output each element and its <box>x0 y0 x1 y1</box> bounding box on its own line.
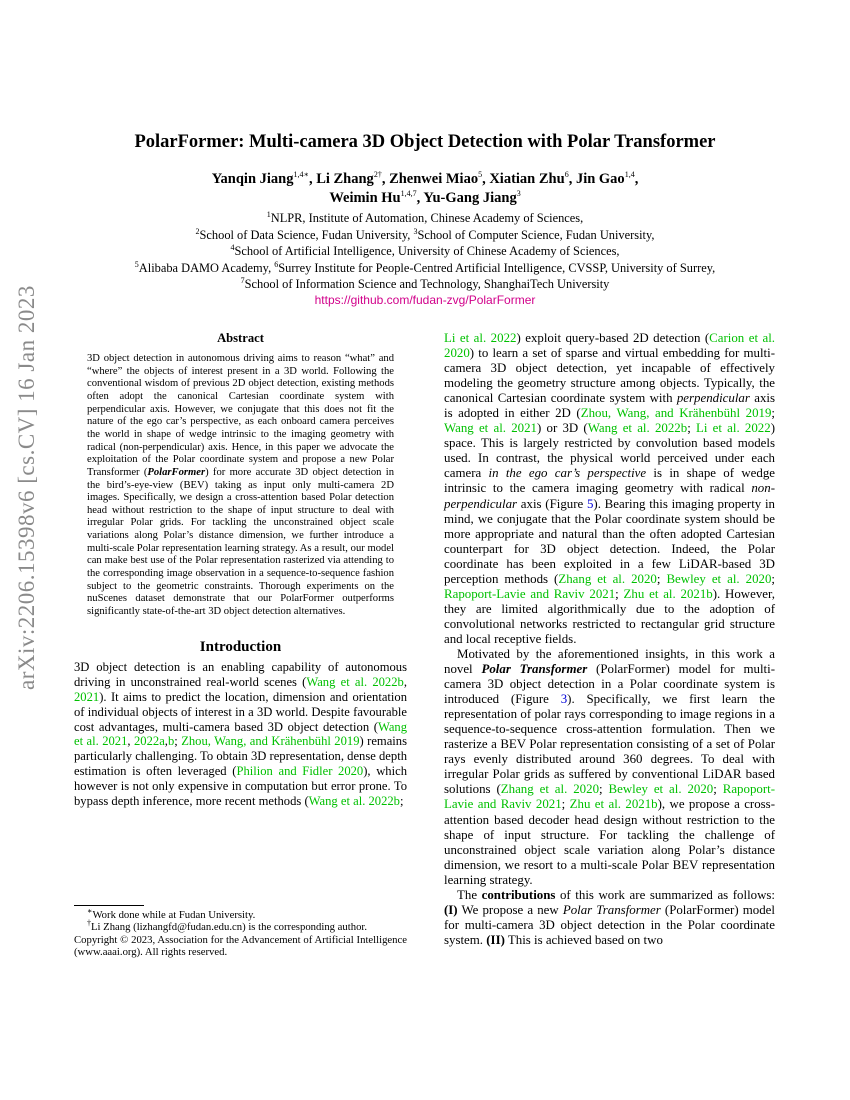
author-list <box>0 170 850 208</box>
figure-reference-link[interactable]: 3 <box>560 692 568 707</box>
footnote: †Li Zhang (lizhangfd@fudan.edu.cn) is the corresponding author. <box>87 918 368 934</box>
citation-link[interactable]: 2021 <box>74 689 100 704</box>
citation-link[interactable]: Zhu et al. 2021b <box>623 586 713 601</box>
citation-link[interactable]: Philion and Fidler 2020 <box>236 764 364 779</box>
citation-link[interactable]: Zhou, Wang, and Krähenbühl 2019 <box>181 734 360 749</box>
affiliations <box>0 210 850 293</box>
right-column <box>444 331 775 948</box>
introduction-paragraph: 3D object detection is an enabling capability of autonomous driving in unconstrained real-world scenes (Wang et al. 2022b, 2021). It aims to predict the location, dimension and orientation of individual objects of interest in a 3D world. Despite favourable cost advantages, multi-camera based 3D object detection (Wang et al. 2021, 2022a,b; Zhou, Wang, and Krähenbühl 2019) remains particularly challenging. To obtain 3D representation, dense depth estimation is often leveraged (Philion and Fidler 2020), which however is not only expensive in computation but error prone. To bypass depth inference, more recent methods (Wang et al. 2022b; <box>74 659 408 809</box>
citation-link[interactable]: Wang et al. 2021 <box>74 719 407 749</box>
citation-link[interactable]: Wang et al. 2022b <box>587 421 688 436</box>
introduction-heading: Introduction <box>199 638 282 655</box>
footnote-rule <box>74 905 144 906</box>
author-name: Yu-Gang Jiang <box>423 190 517 206</box>
body-paragraph: Li et al. 2022) exploit query-based 2D detection (Carion et al. 2020) to learn a set of sparse and virtual embedding for multi-camera 3D object detection, yet incapable of effectively modeling the geometry structure among objects. Typically, the canonical Cartesian coordinate system with perpendicular axis is adopted in either 2D (Zhou, Wang, and Krähenbühl 2019; Wang et al. 2021) or 3D (Wang et al. 2022b; Li et al. 2022) space. This is largely restricted by convolution based models used. In contrast, the physical world perceived under each camera in the ego car’s perspective is in shape of wedge intrinsic to the camera imaging geometry with radical non-perpendicular axis (Figure 5). Bearing this imaging property in mind, we conjugate that the Polar coordinate system should be more appropriate and natural than the often adopted Cartesian counterpart for 3D object detection. Indeed, the Polar coordinate has been exploited in a few LiDAR-based 3D perception methods (Zhang et al. 2020; Bewley et al. 2020; Rapoport-Lavie and Raviv 2021; Zhu et al. 2021b). However, they are limited algorithmically due to the adoption of convolutional networks restricted to rectangular grid structure and local receptive fields. <box>444 331 776 646</box>
code-url-link[interactable]: https://github.com/fudan-zvg/PolarFormer <box>314 293 536 307</box>
citation-link[interactable]: Li et al. 2022 <box>695 421 771 436</box>
affiliation-line: $^5$Alibaba DAMO Academy, $^6$Surrey Institute for People-Centred Artificial Intelligence, CVSSP, University of Surrey, <box>134 259 716 275</box>
citation-link[interactable]: Carion et al. 2020 <box>444 331 776 361</box>
citation-link[interactable]: Bewley et al. 2020 <box>666 571 772 586</box>
author-name: Li Zhang <box>316 171 374 187</box>
body-paragraph: Motivated by the aforementioned insights, in this work a novel Polar Transformer (PolarFormer) model for multi-camera 3D object detection in a Polar coordinate system is introduced (Figure 3). Specifically, we first learn the representation of polar rays corresponding to image regions in a sequence-to-sequence cross-attention formulation. Then we rasterize a BEV Polar representation consisting of a set of Polar rays evenly distributed around 360 degrees. To deal with irregular Polar grids as suffered by conventional LiDAR based solutions (Zhang et al. 2020; Bewley et al. 2020; Rapoport-Lavie and Raviv 2021; Zhu et al. 2021b), we propose a cross-attention based decoder head design without restriction to the shape of input structure. For tackling the challenge of unconstrained object scale variation along Polar’s distance dimension, we resort to a multi-scale Polar BEV representation learning strategy. <box>444 646 776 887</box>
author-name: Jin Gao <box>575 171 625 187</box>
affiliation-line: $^7$School of Information Science and Technology, ShanghaiTech University <box>240 275 610 291</box>
author-name: Weimin Hu <box>329 190 401 206</box>
citation-link[interactable]: Zhang et al. 2020 <box>500 782 600 797</box>
abstract-body: 3D object detection in autonomous driving aims to reason “what” and “where” the objects of interest present in a 3D world. Following the conventional wisdom of previous 2D object detection, existing methods often adopt the canonical Cartesian coordinate system with perpendicular axis. However, we conjugate that this does not fit the nature of the ego car’s perspective, as each onboard camera perceives the world in shape of wedge intrinsic to the imaging geometry with radical (non-perpendicular) axis. Hence, in this paper we advocate the exploitation of the Polar coordinate system and propose a new Polar Transformer (PolarFormer) for more accurate 3D object detection in the bird’s-eye-view (BEV) taking as input only multi-camera 2D images. Specifically, we design a cross-attention based Polar detection head without restriction to the shape of input structure to deal with irregular Polar grids. For tackling the unconstrained object scale variations along Polar’s distance dimension, we further introduce a multi-scale Polar representation learning strategy. As a result, our model can make best use of the Polar representation rasterized via attending to the corresponding image observation in a sequence-to-sequence fashion subject to the geometric constraints. Thorough experiments on the nuScenes dataset demonstrate that our PolarFormer outperforms significantly state-of-the-art 3D object detection alternatives. <box>87 352 394 618</box>
figure-reference-link[interactable]: 5 <box>586 496 594 511</box>
abstract-heading: Abstract <box>217 331 264 345</box>
author-line-2: Weimin Hu$^{1,4,7}$, Yu-Gang Jiang$^3$ <box>329 189 521 206</box>
body-paragraph: The contributions of this work are summarized as follows: (I) We propose a new Polar Transformer (PolarFormer) model for multi-camera 3D object detection in the Polar coordinate system. (II) This is achieved based on two <box>444 887 776 947</box>
left-column <box>74 331 407 809</box>
paper-title: PolarFormer: Multi-camera 3D Object Detection with Polar Transformer <box>134 132 716 152</box>
citation-link[interactable]: Wang et al. 2021 <box>444 421 537 436</box>
citation-link[interactable]: Rapoport-Lavie and Raviv 2021 <box>444 782 776 812</box>
footnotes <box>74 906 407 959</box>
author-name: Xiatian Zhu <box>489 171 565 187</box>
citation-link[interactable]: Wang et al. 2022b <box>308 794 400 809</box>
citation-link[interactable]: Zhou, Wang, and Krähenbühl 2019 <box>580 406 772 421</box>
citation-link[interactable]: Wang et al. 2022b <box>306 674 404 689</box>
citation-link[interactable]: b <box>167 734 175 749</box>
citation-link[interactable]: 2022a <box>134 734 165 749</box>
citation-link[interactable]: Li et al. 2022 <box>444 331 517 345</box>
author-name: Yanqin Jiang <box>211 171 294 187</box>
citation-link[interactable]: Zhu et al. 2021b <box>569 797 658 812</box>
copyright-notice: Copyright © 2023, Association for the Advancement of Artificial Intelligence (www.aaai.org). All rights reserved. <box>74 933 407 959</box>
author-name: Zhenwei Miao <box>389 171 479 187</box>
arxiv-sidebar <box>6 285 50 700</box>
citation-link[interactable]: Rapoport-Lavie and Raviv 2021 <box>444 586 616 601</box>
arxiv-identifier: arXiv:2206.15398v6 [cs.CV] 16 Jan 2023 <box>14 285 39 690</box>
footnote: ∗Work done while at Fudan University. <box>87 906 256 921</box>
citation-link[interactable]: Zhang et al. 2020 <box>558 571 657 586</box>
citation-link[interactable]: Bewley et al. 2020 <box>608 782 714 797</box>
affiliation-line: $^2$School of Data Science, Fudan University, $^3$School of Computer Science, Fudan University, <box>195 226 655 242</box>
model-name: PolarFormer <box>147 466 206 478</box>
author-line-1: Yanqin Jiang$^{1,4∗}$, Li Zhang$^{2\dagger}$, Zhenwei Miao$^5$, Xiatian Zhu$^6$, Jin Gao$^{1,4}$, <box>211 170 639 187</box>
affiliation-line: $^1$NLPR, Institute of Automation, Chinese Academy of Sciences, <box>266 209 584 225</box>
affiliation-line: $^4$School of Artificial Intelligence, University of Chinese Academy of Sciences, <box>230 242 620 258</box>
